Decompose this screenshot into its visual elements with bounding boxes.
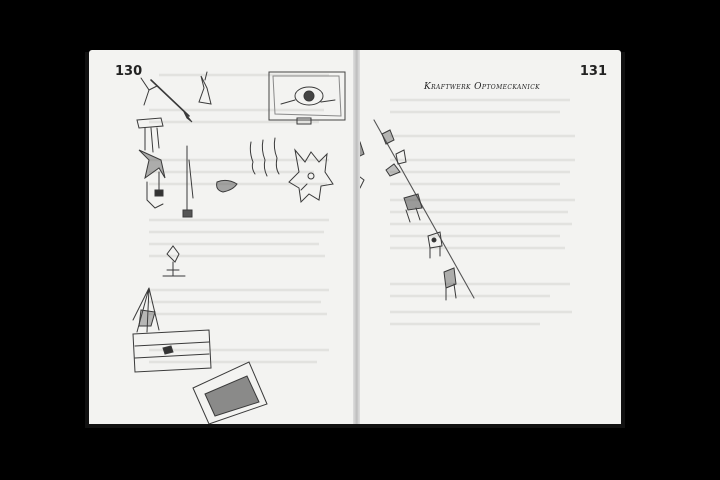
pencil-sketches-right (360, 50, 621, 424)
left-page (89, 50, 355, 424)
open-book (85, 48, 625, 428)
diagonal-line-with-figures-sketch (374, 120, 474, 300)
small-stools-sketch (163, 246, 185, 276)
right-page (360, 50, 621, 424)
pencil-sketches-left (89, 50, 355, 424)
page-number-right: 131 (579, 64, 607, 79)
tripod-drawing-frame-sketch (269, 72, 345, 124)
gutter-edge-figures-sketch (360, 142, 364, 312)
printed-sheet-sketch (193, 362, 267, 424)
brush-bundle-sketch (217, 180, 237, 192)
page-number-left: 130 (115, 64, 143, 79)
leaf-cutout-sketch (289, 150, 333, 202)
crate-box-sketch (133, 330, 211, 372)
tuning-forks-sketch (250, 138, 279, 176)
running-head: Kraftwerk Optomeckanick (424, 82, 541, 92)
teepee-structure-sketch (133, 288, 159, 332)
hanging-weights-sketch (137, 118, 193, 217)
figures-with-staff-sketch (141, 72, 211, 122)
